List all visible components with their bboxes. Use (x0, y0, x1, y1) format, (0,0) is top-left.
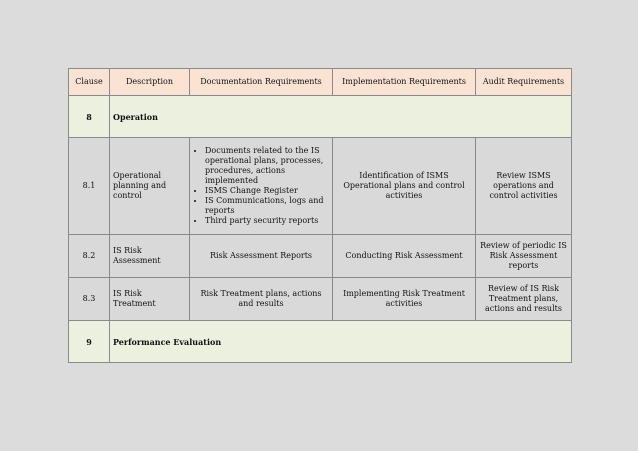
documentation-item: • Third party security reports (205, 216, 329, 226)
implementation-cell: Implementing Risk Treatment activities (333, 278, 476, 321)
header-clause: Clause (69, 69, 110, 96)
section-title: Performance Evaluation (110, 321, 572, 363)
documentation-item: • IS Communications, logs and reports (205, 196, 329, 216)
clause-cell: 8.3 (69, 278, 110, 321)
clause-cell: 8.1 (69, 138, 110, 235)
header-implementation: Implementation Requirements (333, 69, 476, 96)
audit-cell: Review ISMS operations and control activities (476, 138, 572, 235)
section-number: 9 (69, 321, 110, 363)
header-documentation: Documentation Requirements (190, 69, 333, 96)
requirements-table (68, 68, 572, 363)
header-audit: Audit Requirements (476, 69, 572, 96)
table-row (69, 278, 572, 321)
documentation-item: • ISMS Change Register (205, 186, 329, 196)
documentation-cell: Risk Assessment Reports (190, 235, 333, 278)
documentation-item: • Documents related to the IS operational plans, processes, procedures, actions implemented (205, 146, 329, 186)
implementation-cell: Identification of ISMS Operational plans and control activities (333, 138, 476, 235)
implementation-cell: Conducting Risk Assessment (333, 235, 476, 278)
section-row-9 (69, 321, 572, 363)
description-cell: Operational planning and control (110, 138, 190, 235)
table-row (69, 138, 572, 235)
description-cell: IS Risk Assessment (110, 235, 190, 278)
documentation-cell: Risk Treatment plans, actions and results (190, 278, 333, 321)
clause-cell: 8.2 (69, 235, 110, 278)
section-row-8 (69, 96, 572, 138)
audit-cell: Review of periodic IS Risk Assessment reports (476, 235, 572, 278)
documentation-cell (190, 138, 333, 235)
audit-cell: Review of IS Risk Treatment plans, actions and results (476, 278, 572, 321)
table-row (69, 235, 572, 278)
section-number: 8 (69, 96, 110, 138)
description-cell: IS Risk Treatment (110, 278, 190, 321)
header-description: Description (110, 69, 190, 96)
section-title: Operation (110, 96, 572, 138)
documentation-list (193, 146, 329, 226)
header-row (69, 69, 572, 96)
